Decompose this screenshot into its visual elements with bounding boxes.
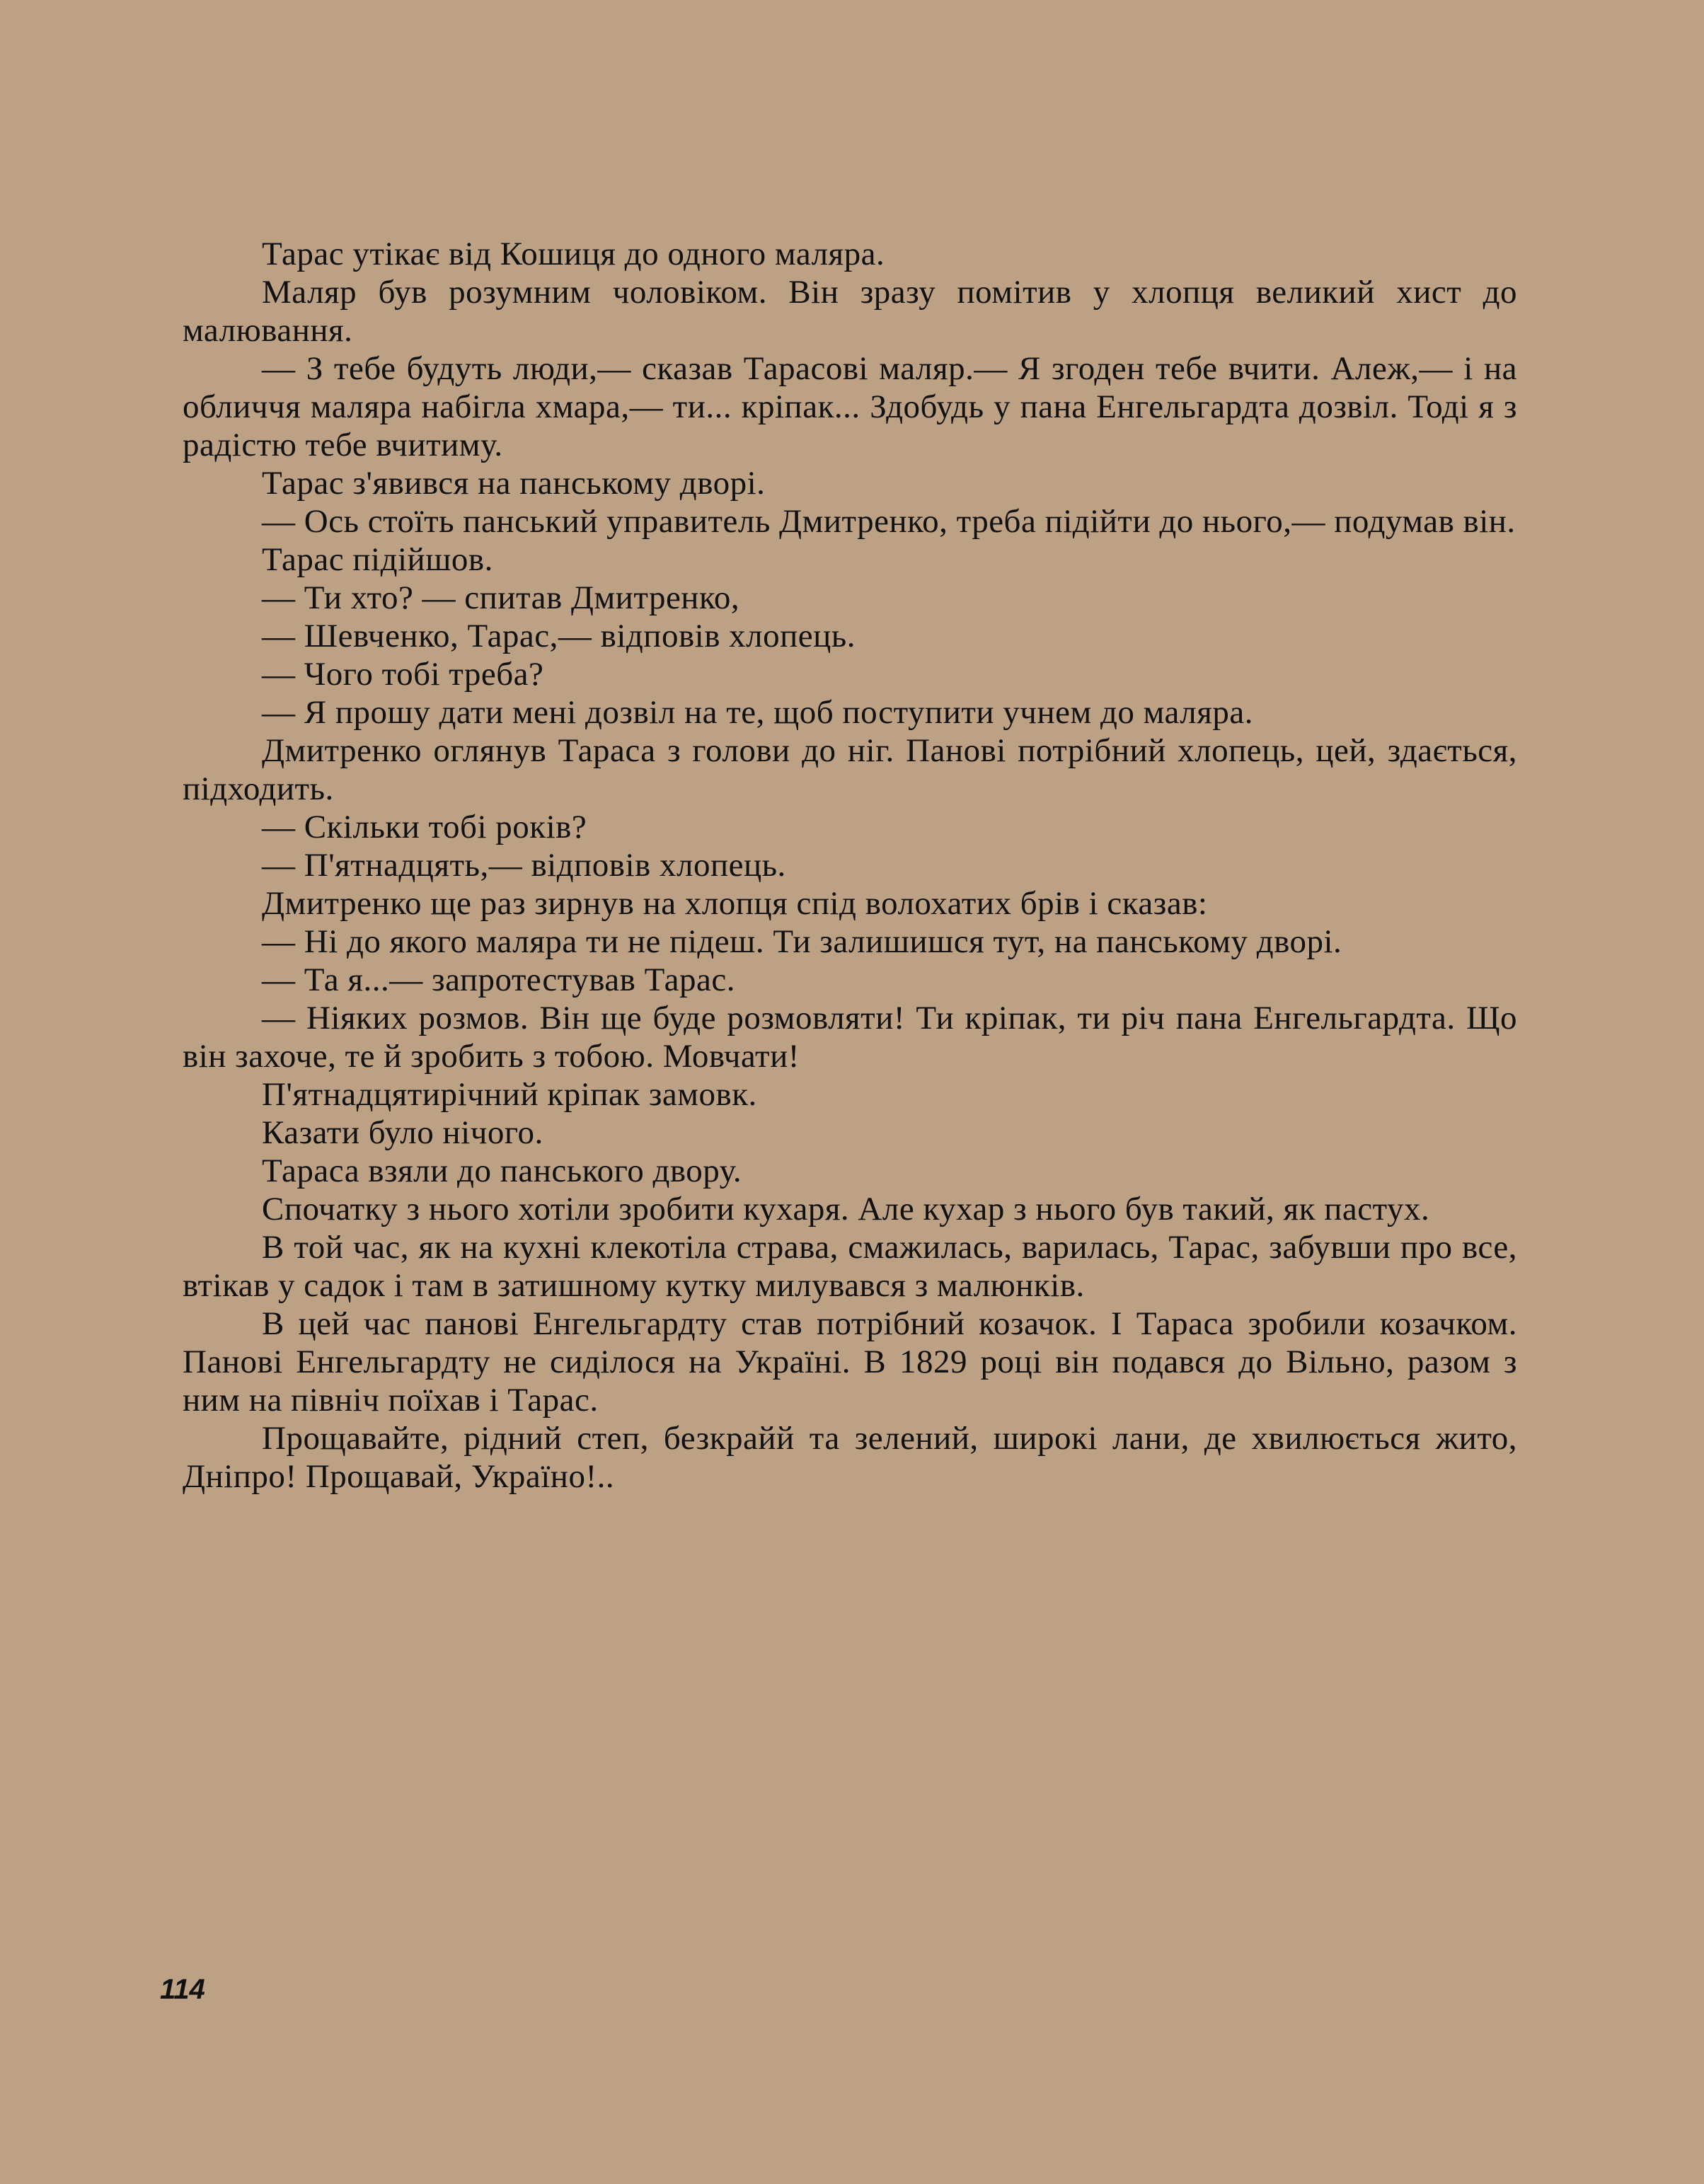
paragraph: — Чого тобі треба?: [262, 656, 544, 693]
paragraph: — Ось стоїть панський управитель Дмитренко, треба підійти до нього,— подумав він.: [262, 503, 1516, 540]
paragraph: — З тебе будуть люди,— сказав Тарасові маляр.— Я згоден тебе вчити. Алеж,— і на обличчя маляра набігла хмара,— ти... кріпак... Здобудь у пана Енгельгардта дозвіл. Тоді я з радістю тебе вчитиму.: [183, 350, 1517, 463]
paragraph: П'ятнадцятирічний кріпак замовк.: [262, 1076, 757, 1113]
paragraph: В цей час панові Енгельгардту став потрібний козачок. І Тараса зробили козачком. Панові Енгельгардту не сиділося на Україні. В 1829 році він подався до Вільно, разом з ним на північ поїхав і Тарас.: [183, 1305, 1517, 1419]
paragraph: Тарас підійшов.: [262, 541, 493, 578]
paragraph: Дмитренко оглянув Тараса з голови до ніг. Панові потрібний хлопець, цей, здається, підходить.: [183, 732, 1517, 807]
paragraph: Прощавайте, рідний степ, безкрайй та зелений, широкі лани, де хвилюється жито, Дніпро! Прощавай, Україно!..: [183, 1420, 1517, 1495]
paragraph: — Ти хто? — спитав Дмитренко,: [262, 579, 740, 616]
paragraph: — Я прошу дати мені дозвіл на те, щоб поступити учнем до маляра.: [262, 694, 1253, 731]
paragraph: — Та я...— запротестував Тарас.: [262, 961, 735, 998]
paragraph: Тараса взяли до панського двору.: [262, 1152, 742, 1189]
paragraph: — Ні до якого маляра ти не підеш. Ти залишишся тут, на панському дворі.: [262, 923, 1342, 960]
paragraph: Тарас з'явився на панському дворі.: [262, 465, 766, 502]
paragraph: — Ніяких розмов. Він ще буде розмовляти! Ти кріпак, ти річ пана Енгельгардта. Що він захоче, те й зробить з тобою. Мовчати!: [183, 1000, 1517, 1075]
paragraph: — Шевченко, Тарас,— відповів хлопець.: [262, 618, 856, 654]
paragraph: В той час, як на кухні клекотіла страва, смажилась, варилась, Тарас, забувши про все, втікав у садок і там в затишному кутку милувався з малюнків.: [183, 1229, 1517, 1304]
paragraph: — П'ятнадцять,— відповів хлопець.: [262, 847, 786, 884]
paragraph: Казати було нічого.: [262, 1114, 543, 1151]
paragraph: Дмитренко ще раз зирнув на хлопця спід волохатих брів і сказав:: [262, 885, 1208, 922]
paragraph: Маляр був розумним чоловіком. Він зразу помітив у хлопця великий хист до малювання.: [183, 274, 1517, 349]
paragraph: — Скільки тобі років?: [262, 809, 587, 845]
paragraph: Спочатку з нього хотіли зробити кухаря. Але кухар з нього був такий, як пастух.: [262, 1191, 1430, 1227]
page-number: 114: [160, 1974, 205, 2005]
body-text: [183, 235, 1517, 1496]
paragraph: Тарас утікає від Кошиця до одного маляра.: [262, 236, 885, 272]
